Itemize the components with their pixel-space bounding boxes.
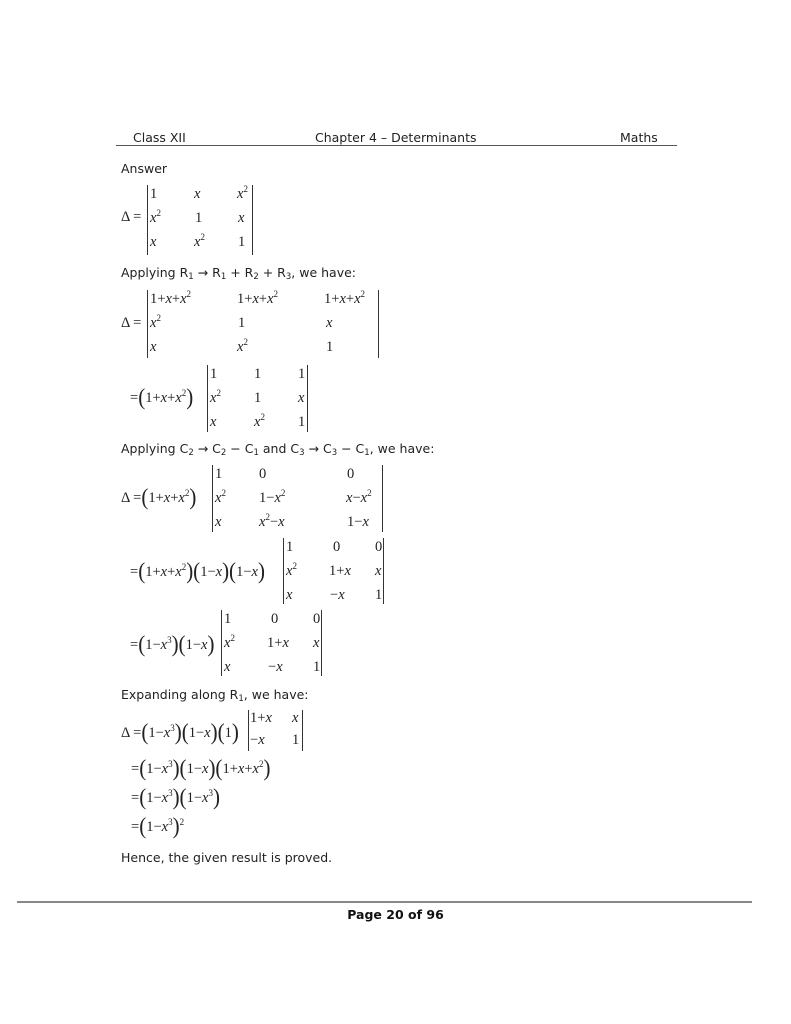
det-bar-left xyxy=(221,610,222,676)
page-number: Page 20 of 96 xyxy=(347,907,444,922)
factor-expression: $=(1-x^3)(1-x)$ xyxy=(130,630,215,658)
det-bar-left xyxy=(212,465,213,532)
det-bar-right xyxy=(383,538,384,604)
simplification-line-3: $=(1-x^3)^2$ xyxy=(131,812,185,840)
step-2-text: Applying $C_2 \to C_2 - C_1$ and $C_3 \to C_3 - C_1$, we have: xyxy=(121,441,435,458)
delta-symbol: Δ = xyxy=(121,315,142,331)
simplification-line-1: $=(1-x^3)(1-x)(1+x+x^2)$ xyxy=(131,754,271,782)
det-bar-right xyxy=(302,710,303,751)
factor-expression: $\Delta =(1-x^3)(1-x)(1)$ xyxy=(121,718,239,746)
header-class: Class XII xyxy=(133,130,186,145)
answer-label: Answer xyxy=(121,161,168,176)
det-bar-right xyxy=(252,185,253,255)
header-chapter: Chapter 4 – Determinants xyxy=(315,130,477,145)
header-rule xyxy=(116,145,677,146)
det-bar-left xyxy=(248,710,249,751)
step-3-text: Expanding along $R_1$, we have: xyxy=(121,687,309,704)
det-bar-right xyxy=(382,465,383,532)
det-bar-left xyxy=(207,365,208,432)
simplification-line-2: $=(1-x^3)(1-x^3)$ xyxy=(131,783,220,811)
det-bar-right xyxy=(321,610,322,676)
conclusion-text: Hence, the given result is proved. xyxy=(121,850,333,865)
det-bar-right xyxy=(307,365,308,432)
det-bar-left xyxy=(283,538,284,604)
det-bar-left xyxy=(147,185,148,255)
footer-rule xyxy=(17,901,752,903)
det-bar-left xyxy=(147,290,148,358)
header-subject: Maths xyxy=(620,130,658,145)
factor-expression: $=(1+x+x^2)(1-x)(1-x)$ xyxy=(130,557,265,585)
factor-expression: $\Delta =(1+x+x^2)$ xyxy=(121,483,197,511)
delta-symbol: Δ = xyxy=(121,209,142,225)
factor-expression: $=(1+x+x^2)$ xyxy=(130,383,194,411)
det-bar-right xyxy=(378,290,379,358)
step-1-text: Applying $R_1 \to R_1 + R_2 + R_3$, we have: xyxy=(121,265,357,282)
